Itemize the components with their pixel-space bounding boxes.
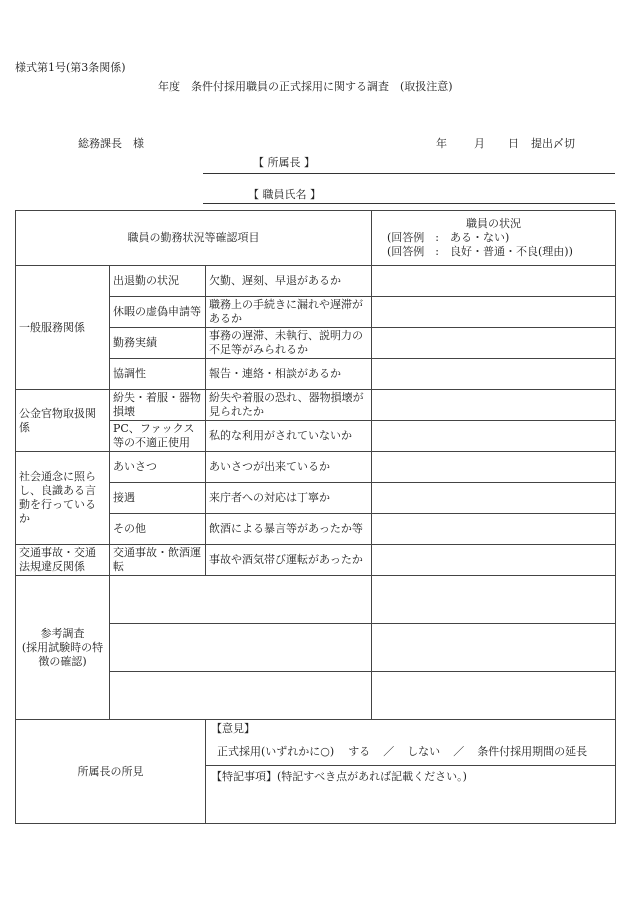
reference-response-field[interactable] [372, 576, 616, 624]
addressee: 総務課長 様 [78, 137, 144, 150]
check-text: 事故や酒気帯び運転があったか [206, 545, 372, 576]
reference-survey-label: 参考調査 (採用試験時の特徴の確認) [16, 576, 110, 720]
opinion-label: 所属長の所見 [16, 720, 206, 824]
reference-field[interactable] [110, 672, 372, 720]
check-text: 職務上の手続きに漏れや遅滞があるか [206, 297, 372, 328]
special-notes-label: 【特記事項】(特記すべき点があれば記載ください。) [211, 770, 467, 783]
response-field[interactable] [372, 545, 616, 576]
check-text: あいさつが出来ているか [206, 452, 372, 483]
item-label: その他 [110, 514, 206, 545]
response-field[interactable] [372, 452, 616, 483]
header-example-2: (回答例 : 良好・普通・不良(理由)) [387, 245, 573, 258]
opinion-choices-prefix: 正式採用(いずれかに○) [217, 745, 335, 758]
date-month-label: 月 [474, 137, 485, 150]
employee-name-line [203, 203, 615, 204]
header-status-title: 職員の状況 [466, 217, 522, 230]
group-label-general: 一般服務関係 [16, 266, 110, 390]
header-items-cell: 職員の勤務状況等確認項目 [16, 211, 372, 266]
form-number: 様式第1号(第3条関係) [15, 61, 126, 74]
choice-adopt[interactable]: する [348, 745, 371, 758]
check-text: 報告・連絡・相談があるか [206, 359, 372, 390]
response-field[interactable] [372, 421, 616, 452]
choice-extend-period[interactable]: 条件付採用期間の延長 [477, 745, 588, 758]
group-label-social-conduct: 社会通念に照らし、良識ある言動を行っているか [16, 452, 110, 545]
item-label: 接遇 [110, 483, 206, 514]
survey-table [15, 210, 616, 824]
date-day-label: 日 [508, 137, 519, 150]
header-example-1: (回答例 : ある・ない) [387, 231, 510, 244]
response-field[interactable] [372, 359, 616, 390]
check-text: 事務の遅滞、未執行、説明力の不足等がみられるか [206, 328, 372, 359]
reference-field[interactable] [110, 576, 372, 624]
choice-reject[interactable]: しない [407, 745, 441, 758]
check-text: 紛失や着服の恐れ、器物損壊が見られたか [206, 390, 372, 421]
item-label: PC、ファックス等の不適正使用 [110, 421, 206, 452]
item-label: 協調性 [110, 359, 206, 390]
item-label: 勤務実績 [110, 328, 206, 359]
group-label-traffic: 交通事故・交通法規違反関係 [16, 545, 110, 576]
item-label: 休暇の虚偽申請等 [110, 297, 206, 328]
reference-field[interactable] [110, 624, 372, 672]
submit-deadline-label: 提出〆切 [531, 137, 575, 150]
form-title: 年度 条件付採用職員の正式採用に関する調査 (取扱注意) [158, 80, 453, 93]
header-status-cell [372, 211, 616, 266]
opinion-choices [209, 742, 612, 765]
group-label-public-property: 公金官物取扱関係 [16, 390, 110, 452]
dept-head-label: 【 所属長 】 [253, 156, 315, 169]
response-field[interactable] [372, 390, 616, 421]
employee-name-label: 【 職員氏名 】 [248, 188, 321, 201]
item-label: 出退勤の状況 [110, 266, 206, 297]
response-field[interactable] [372, 514, 616, 545]
opinion-box [206, 720, 616, 824]
reference-response-field[interactable] [372, 672, 616, 720]
reference-response-field[interactable] [372, 624, 616, 672]
choice-separator: ／ [453, 745, 465, 758]
date-year-label: 年 [436, 137, 447, 150]
check-text: 飲酒による暴言等があったか等 [206, 514, 372, 545]
item-label: 紛失・着服・器物損壊 [110, 390, 206, 421]
response-field[interactable] [372, 483, 616, 514]
check-text: 来庁者への対応は丁寧か [206, 483, 372, 514]
response-field[interactable] [372, 297, 616, 328]
dept-head-signature-line [203, 173, 615, 174]
check-text: 私的な利用がされていないか [206, 421, 372, 452]
response-field[interactable] [372, 266, 616, 297]
item-label: 交通事故・飲酒運転 [110, 545, 206, 576]
item-label: あいさつ [110, 452, 206, 483]
check-text: 欠勤、遅刻、早退があるか [206, 266, 372, 297]
response-field[interactable] [372, 328, 616, 359]
opinion-heading: 【意見】 [211, 722, 255, 735]
choice-separator: ／ [383, 745, 395, 758]
